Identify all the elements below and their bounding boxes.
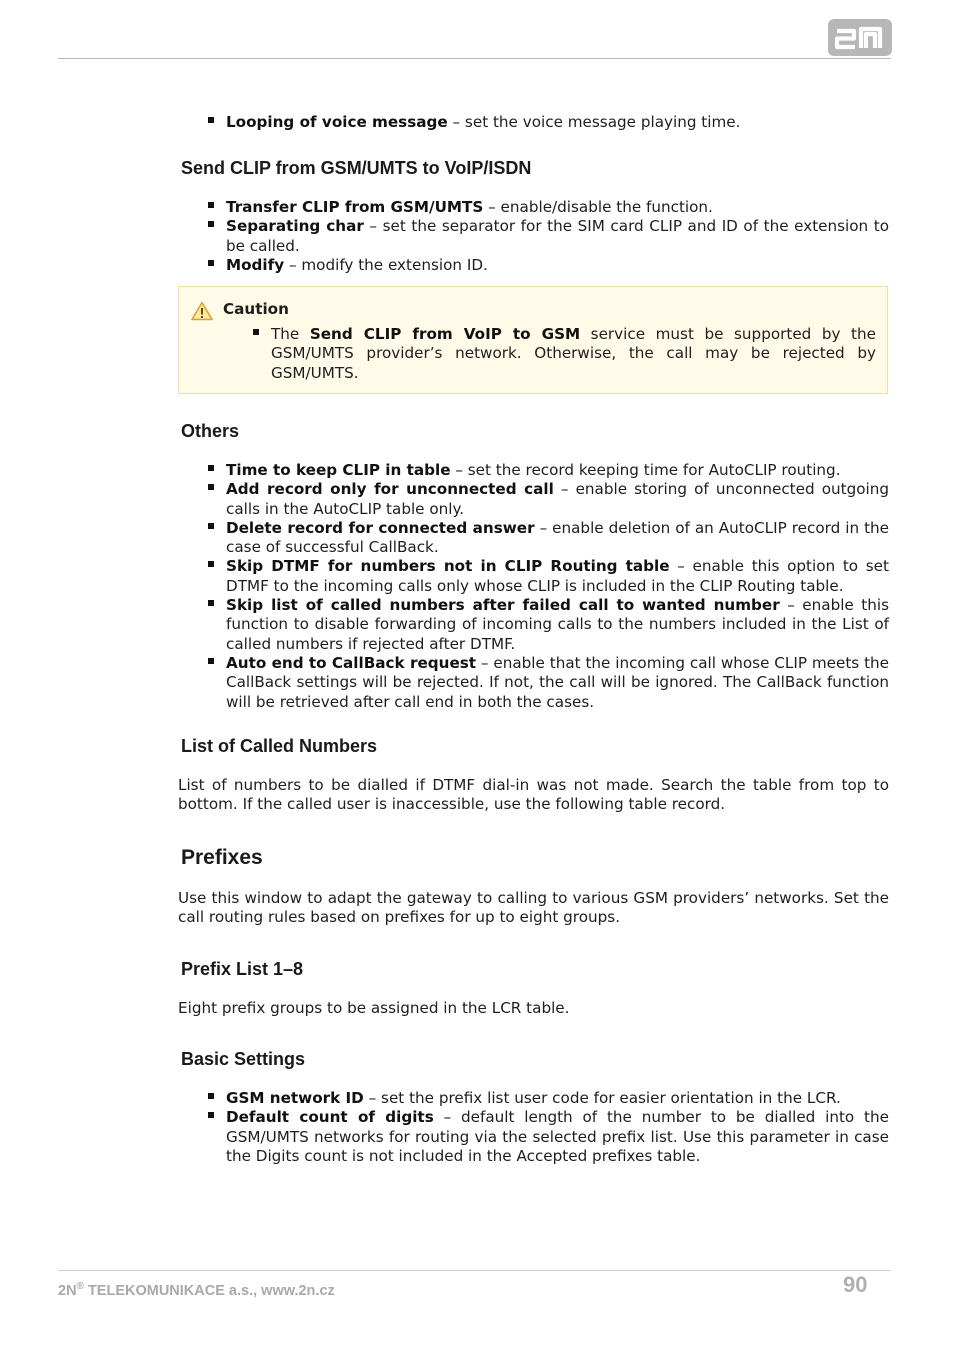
caution-list [251, 325, 876, 383]
item-term: Auto end to CallBack request [226, 653, 477, 672]
item-term: Delete record for connected answer [226, 518, 535, 537]
heading-basic-settings: Basic Settings [181, 1049, 306, 1069]
list-item [206, 113, 889, 132]
list-item [206, 461, 889, 480]
prefixes-text: Use this window to adapt the gateway to calling to various GSM providers’ networks. Set the call routing rules based on prefixes for up to eight groups. [178, 889, 889, 927]
item-term: Transfer CLIP from GSM/UMTS [226, 198, 484, 216]
heading-send-clip: Send CLIP from GSM/UMTS to VoIP/ISDN [181, 158, 532, 178]
heading-prefix-list: Prefix List 1–8 [181, 959, 304, 979]
item-term: Time to keep CLIP in table [226, 461, 451, 479]
item-desc: – set the voice message playing time. [447, 113, 741, 131]
list-item [206, 519, 889, 558]
item-term: Modify [226, 255, 285, 274]
item-desc: – enable deletion of an AutoCLIP record in the case of successful CallBack. [226, 518, 889, 557]
others-list [206, 461, 889, 712]
item-term: Separating char [226, 217, 364, 236]
heading-others: Others [181, 421, 240, 441]
caution-title: Caution [223, 300, 289, 318]
heading-called-numbers: List of Called Numbers [181, 736, 378, 756]
footer-company [58, 1281, 335, 1299]
item-desc: service must be supported by the GSM/UMTS provider’s network. Otherwise, the call may be rejected by GSM/UMTS. [271, 325, 876, 382]
item-desc: – set the record keeping time for AutoCLIP routing. [450, 461, 841, 479]
page-number: 90 [843, 1272, 868, 1297]
list-item [206, 654, 889, 712]
item-desc: – set the prefix list user code for easier orientation in the LCR. [363, 1089, 841, 1107]
item-term: GSM network ID [226, 1089, 364, 1107]
list-item [206, 480, 889, 519]
list-item [206, 256, 889, 275]
list-item [206, 198, 889, 217]
item-prefix: The [271, 325, 310, 343]
item-term: Send CLIP from VoIP to GSM [309, 325, 581, 343]
list-item [206, 217, 889, 256]
footer-brand: 2N [58, 1282, 77, 1299]
intro-list [206, 113, 889, 132]
company-logo [828, 19, 892, 56]
basic-settings-list [206, 1089, 889, 1166]
item-desc: – enable this option to set DTMF to the incoming calls only whose CLIP is included in the CLIP Routing table. [226, 557, 889, 595]
send-clip-list [206, 198, 889, 275]
footer-divider [58, 1270, 891, 1271]
item-desc: – default length of the number to be dialled into the GSM/UMTS networks for routing via the selected prefix list. Use this parameter in case the Digits count is not included in the Accepted prefixes table. [226, 1108, 889, 1165]
list-item [251, 325, 876, 383]
warning-icon [191, 301, 213, 325]
prefix-list-text: Eight prefix groups to be assigned in the LCR table. [178, 999, 570, 1017]
item-term: Skip DTMF for numbers not in CLIP Routing table [226, 557, 670, 576]
item-term: Default count of digits [226, 1108, 434, 1127]
called-numbers-text: List of numbers to be dialled if DTMF dial-in was not made. Search the table from top to bottom. If the called user is inaccessible, use the following table record. [178, 776, 889, 814]
item-desc: – modify the extension ID. [284, 255, 488, 274]
list-item [206, 596, 889, 654]
item-term: Looping of voice message [226, 113, 448, 131]
header-divider [58, 58, 891, 59]
caution-box [178, 286, 888, 394]
item-desc: – enable/disable the function. [483, 198, 713, 216]
item-desc: – enable this function to disable forwarding of incoming calls to the numbers included in the List of called numbers if rejected after DTMF. [226, 596, 889, 653]
registered-mark: ® [76, 1281, 84, 1292]
list-item [206, 557, 889, 596]
item-term: Add record only for unconnected call [226, 480, 554, 499]
list-item [206, 1089, 889, 1108]
item-desc: – enable that the incoming call whose CLIP meets the CallBack settings will be rejected. If not, the call will be ignored. The CallBack function will be retrieved after call end in both the cases. [226, 653, 889, 711]
item-term: Skip list of called numbers after failed call to wanted number [226, 596, 780, 615]
item-desc: – set the separator for the SIM card CLIP and ID of the extension to be called. [226, 217, 889, 255]
item-desc: – enable storing of unconnected outgoing calls in the AutoCLIP table only. [226, 480, 889, 518]
footer-company-name: TELEKOMUNIKACE a.s., www.2n.cz [83, 1282, 335, 1299]
list-item [206, 1108, 889, 1166]
heading-prefixes: Prefixes [181, 846, 263, 869]
